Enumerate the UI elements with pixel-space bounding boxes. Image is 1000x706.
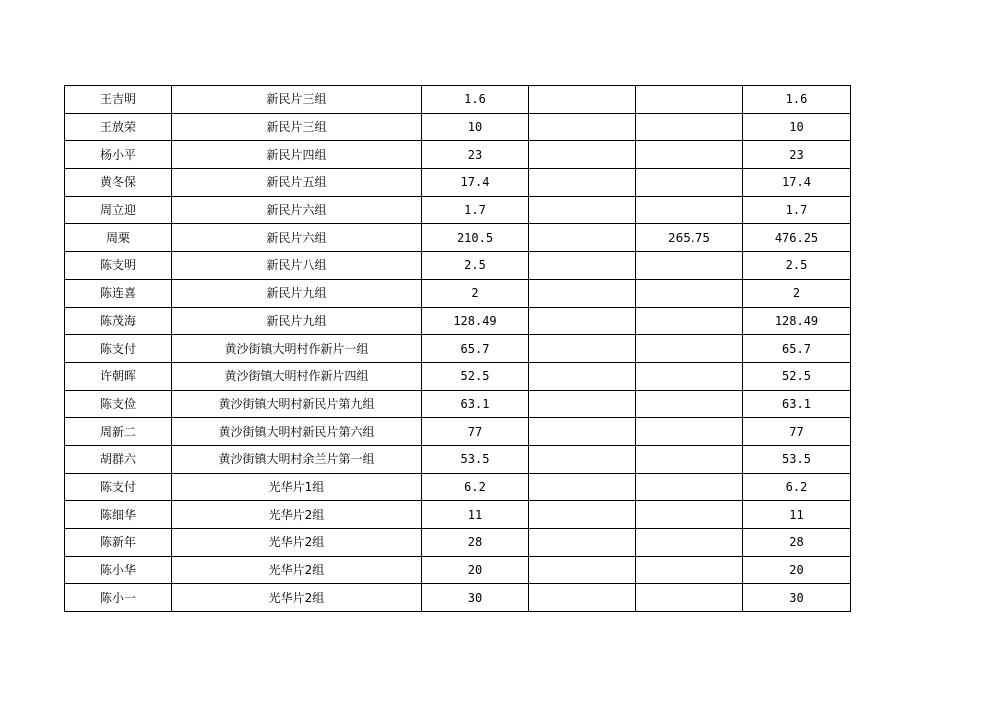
location-cell: 新民片六组	[172, 224, 422, 252]
table-row	[65, 169, 851, 197]
amount-c-cell	[636, 141, 743, 169]
total-cell: 2	[743, 279, 851, 307]
name-cell: 陈细华	[65, 501, 172, 529]
amount-b-cell	[529, 335, 636, 363]
table-row	[65, 224, 851, 252]
location-cell: 光华片2组	[172, 556, 422, 584]
table-row	[65, 501, 851, 529]
total-cell: 53.5	[743, 445, 851, 473]
amount-c-cell	[636, 556, 743, 584]
total-cell: 28	[743, 529, 851, 557]
amount-c-cell	[636, 390, 743, 418]
amount-b-cell	[529, 307, 636, 335]
name-cell: 王放荣	[65, 113, 172, 141]
amount-c-cell	[636, 279, 743, 307]
location-cell: 光华片2组	[172, 529, 422, 557]
location-cell: 新民片三组	[172, 113, 422, 141]
table-row	[65, 584, 851, 612]
amount-a-cell: 30	[422, 584, 529, 612]
table-row	[65, 307, 851, 335]
amount-a-cell: 210.5	[422, 224, 529, 252]
total-cell: 20	[743, 556, 851, 584]
location-cell: 新民片四组	[172, 141, 422, 169]
total-cell: 52.5	[743, 362, 851, 390]
amount-c-cell	[636, 418, 743, 446]
amount-b-cell	[529, 169, 636, 197]
amount-a-cell: 11	[422, 501, 529, 529]
table-row	[65, 556, 851, 584]
amount-a-cell: 20	[422, 556, 529, 584]
amount-a-cell: 128.49	[422, 307, 529, 335]
amount-c-cell	[636, 169, 743, 197]
total-cell: 11	[743, 501, 851, 529]
amount-b-cell	[529, 224, 636, 252]
location-cell: 光华片2组	[172, 501, 422, 529]
amount-a-cell: 63.1	[422, 390, 529, 418]
location-cell: 新民片五组	[172, 169, 422, 197]
name-cell: 陈小华	[65, 556, 172, 584]
amount-b-cell	[529, 279, 636, 307]
amount-b-cell	[529, 113, 636, 141]
name-cell: 周新二	[65, 418, 172, 446]
name-cell: 陈支明	[65, 252, 172, 280]
amount-a-cell: 2.5	[422, 252, 529, 280]
total-cell: 10	[743, 113, 851, 141]
amount-c-cell	[636, 86, 743, 114]
amount-c-cell	[636, 196, 743, 224]
amount-b-cell	[529, 390, 636, 418]
amount-c-cell	[636, 501, 743, 529]
amount-a-cell: 23	[422, 141, 529, 169]
amount-a-cell: 6.2	[422, 473, 529, 501]
amount-b-cell	[529, 473, 636, 501]
location-cell: 新民片八组	[172, 252, 422, 280]
total-cell: 2.5	[743, 252, 851, 280]
amount-a-cell: 2	[422, 279, 529, 307]
amount-b-cell	[529, 556, 636, 584]
location-cell: 新民片九组	[172, 307, 422, 335]
amount-c-cell	[636, 335, 743, 363]
name-cell: 王吉明	[65, 86, 172, 114]
amount-a-cell: 65.7	[422, 335, 529, 363]
total-cell: 128.49	[743, 307, 851, 335]
table-row	[65, 529, 851, 557]
table-row	[65, 362, 851, 390]
table-row	[65, 473, 851, 501]
location-cell: 新民片六组	[172, 196, 422, 224]
name-cell: 周立迎	[65, 196, 172, 224]
location-cell: 光华片1组	[172, 473, 422, 501]
location-cell: 黄沙街镇大明村余兰片第一组	[172, 445, 422, 473]
name-cell: 黄冬保	[65, 169, 172, 197]
table-row	[65, 141, 851, 169]
amount-c-cell	[636, 445, 743, 473]
table-row	[65, 390, 851, 418]
location-cell: 光华片2组	[172, 584, 422, 612]
amount-b-cell	[529, 445, 636, 473]
name-cell: 胡群六	[65, 445, 172, 473]
table-body	[65, 86, 851, 612]
total-cell: 77	[743, 418, 851, 446]
amount-c-cell: 265.75	[636, 224, 743, 252]
amount-c-cell	[636, 252, 743, 280]
total-cell: 17.4	[743, 169, 851, 197]
name-cell: 杨小平	[65, 141, 172, 169]
table-row	[65, 113, 851, 141]
total-cell: 6.2	[743, 473, 851, 501]
amount-c-cell	[636, 307, 743, 335]
total-cell: 65.7	[743, 335, 851, 363]
amount-c-cell	[636, 529, 743, 557]
total-cell: 1.7	[743, 196, 851, 224]
table-row	[65, 335, 851, 363]
table-row	[65, 196, 851, 224]
amount-a-cell: 28	[422, 529, 529, 557]
location-cell: 黄沙街镇大明村新民片第九组	[172, 390, 422, 418]
total-cell: 476.25	[743, 224, 851, 252]
table-row	[65, 279, 851, 307]
amount-b-cell	[529, 141, 636, 169]
amount-b-cell	[529, 252, 636, 280]
amount-c-cell	[636, 584, 743, 612]
amount-b-cell	[529, 529, 636, 557]
name-cell: 周栗	[65, 224, 172, 252]
amount-a-cell: 77	[422, 418, 529, 446]
amount-c-cell	[636, 362, 743, 390]
total-cell: 23	[743, 141, 851, 169]
amount-b-cell	[529, 584, 636, 612]
name-cell: 陈支付	[65, 335, 172, 363]
name-cell: 陈连喜	[65, 279, 172, 307]
amount-a-cell: 1.7	[422, 196, 529, 224]
table-row	[65, 252, 851, 280]
table-row	[65, 86, 851, 114]
data-table	[64, 85, 851, 612]
amount-a-cell: 53.5	[422, 445, 529, 473]
amount-b-cell	[529, 196, 636, 224]
total-cell: 63.1	[743, 390, 851, 418]
name-cell: 陈支俭	[65, 390, 172, 418]
location-cell: 新民片九组	[172, 279, 422, 307]
amount-b-cell	[529, 362, 636, 390]
name-cell: 陈新年	[65, 529, 172, 557]
amount-c-cell	[636, 473, 743, 501]
amount-c-cell	[636, 113, 743, 141]
amount-b-cell	[529, 501, 636, 529]
location-cell: 新民片三组	[172, 86, 422, 114]
name-cell: 许朝晖	[65, 362, 172, 390]
table-row	[65, 445, 851, 473]
name-cell: 陈小一	[65, 584, 172, 612]
location-cell: 黄沙街镇大明村作新片一组	[172, 335, 422, 363]
amount-a-cell: 10	[422, 113, 529, 141]
total-cell: 1.6	[743, 86, 851, 114]
amount-a-cell: 1.6	[422, 86, 529, 114]
name-cell: 陈支付	[65, 473, 172, 501]
amount-b-cell	[529, 418, 636, 446]
location-cell: 黄沙街镇大明村作新片四组	[172, 362, 422, 390]
amount-a-cell: 52.5	[422, 362, 529, 390]
amount-b-cell	[529, 86, 636, 114]
location-cell: 黄沙街镇大明村新民片第六组	[172, 418, 422, 446]
amount-a-cell: 17.4	[422, 169, 529, 197]
table-row	[65, 418, 851, 446]
name-cell: 陈茂海	[65, 307, 172, 335]
total-cell: 30	[743, 584, 851, 612]
